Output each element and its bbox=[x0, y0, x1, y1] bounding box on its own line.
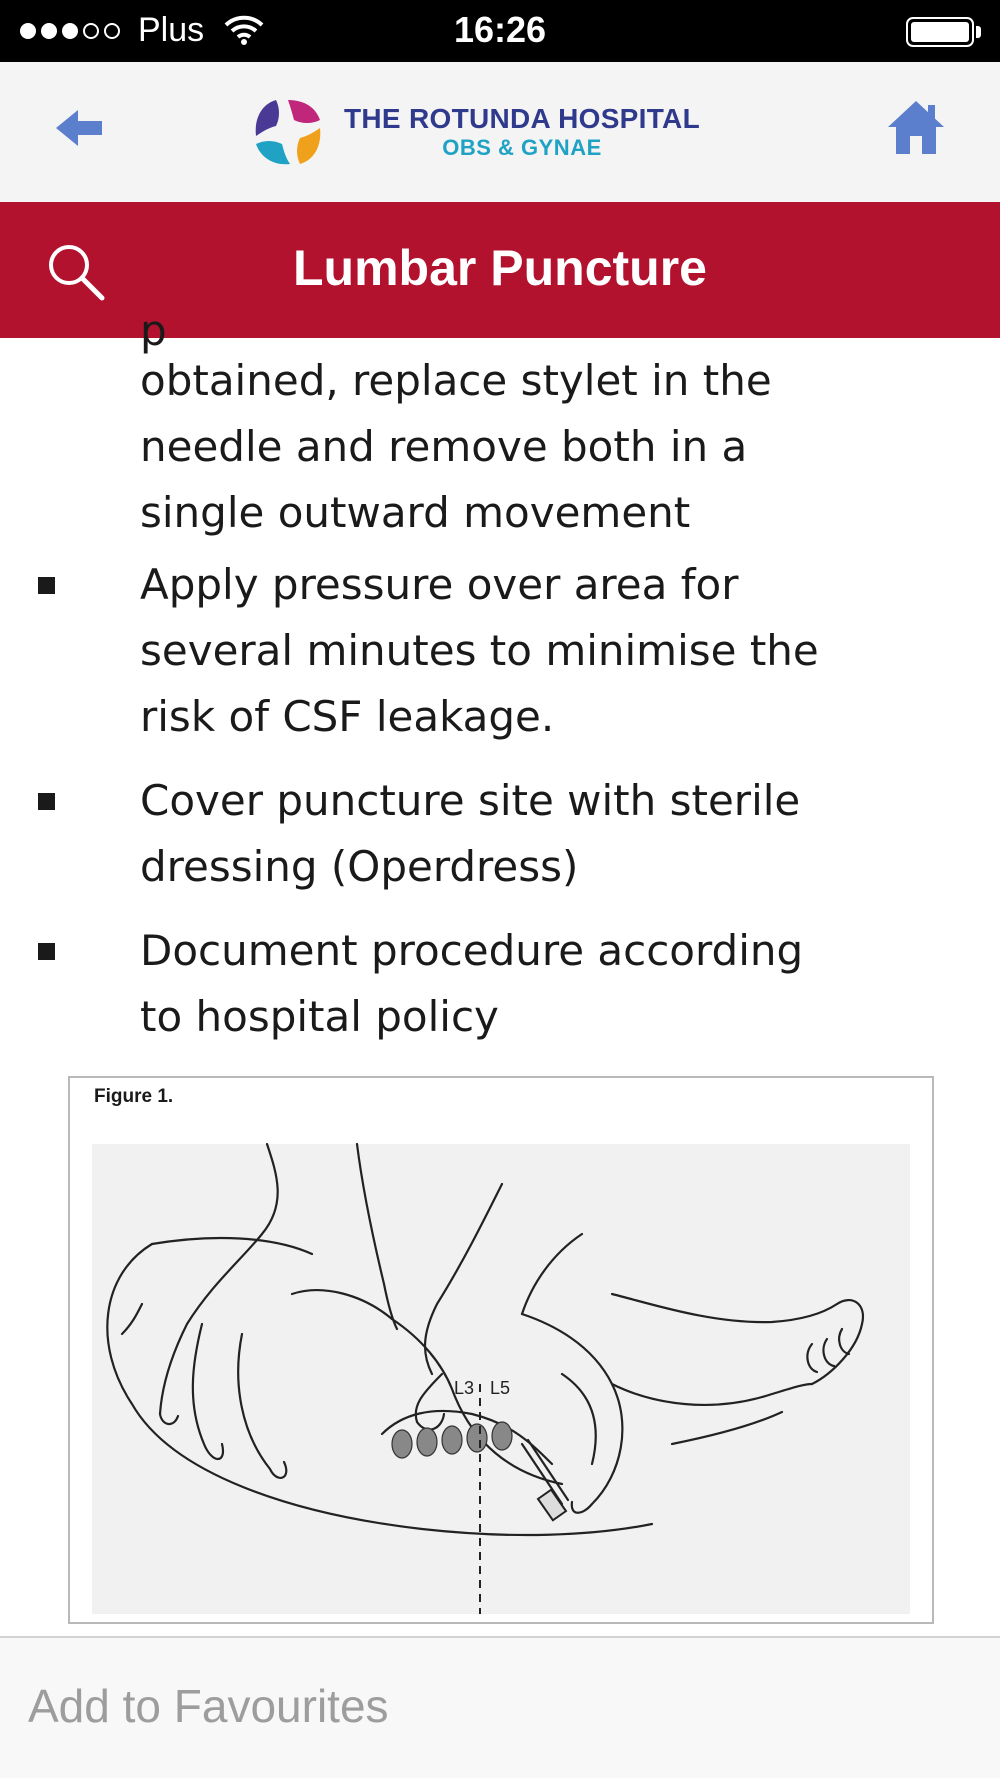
text-line: to hospital policy bbox=[140, 992, 499, 1041]
hospital-subtitle: OBS & GYNAE bbox=[442, 135, 602, 160]
vertebra-label-l3: L3 bbox=[454, 1378, 475, 1398]
footer-bar bbox=[0, 1636, 1000, 1778]
hospital-logo bbox=[250, 92, 700, 172]
text-line: Cover puncture site with sterile bbox=[140, 776, 801, 825]
text-line: dressing (Operdress) bbox=[140, 842, 579, 891]
bullet-marker bbox=[38, 577, 55, 594]
figure-caption: Figure 1. bbox=[94, 1086, 174, 1107]
hospital-logo-icon bbox=[250, 94, 326, 170]
vertebra-label-l5: L5 bbox=[490, 1378, 511, 1398]
page-title: Lumbar Puncture bbox=[293, 240, 707, 296]
hospital-name: THE ROTUNDA HOSPITAL bbox=[344, 103, 700, 134]
text-line: risk of CSF leakage. bbox=[140, 692, 555, 741]
text-line: needle and remove both in a bbox=[140, 422, 748, 471]
text-line: single outward movement bbox=[140, 488, 691, 537]
status-bar bbox=[0, 0, 1000, 62]
text-line: several minutes to minimise the bbox=[140, 626, 819, 675]
text-line: obtained, replace stylet in the bbox=[140, 356, 772, 405]
figure-1 bbox=[68, 1076, 934, 1624]
battery-icon bbox=[906, 17, 974, 47]
text-line: Document procedure according bbox=[140, 926, 804, 975]
home-icon[interactable] bbox=[886, 98, 946, 156]
bullet-marker bbox=[38, 793, 55, 810]
bullet-marker bbox=[38, 943, 55, 960]
arrow-left-icon[interactable] bbox=[54, 106, 104, 150]
battery-nub bbox=[976, 26, 981, 38]
partial-line: p bbox=[140, 306, 167, 355]
text-line: Apply pressure over area for bbox=[140, 560, 739, 609]
lumbar-puncture-illustration bbox=[92, 1144, 910, 1614]
nav-bar bbox=[0, 62, 1000, 202]
carrier-name: Plus bbox=[138, 11, 205, 49]
add-to-favourites-button[interactable]: Add to Favourites bbox=[28, 1680, 389, 1732]
status-time: 16:26 bbox=[453, 9, 547, 50]
content-area[interactable] bbox=[0, 306, 1000, 1636]
continued-text bbox=[140, 348, 980, 546]
